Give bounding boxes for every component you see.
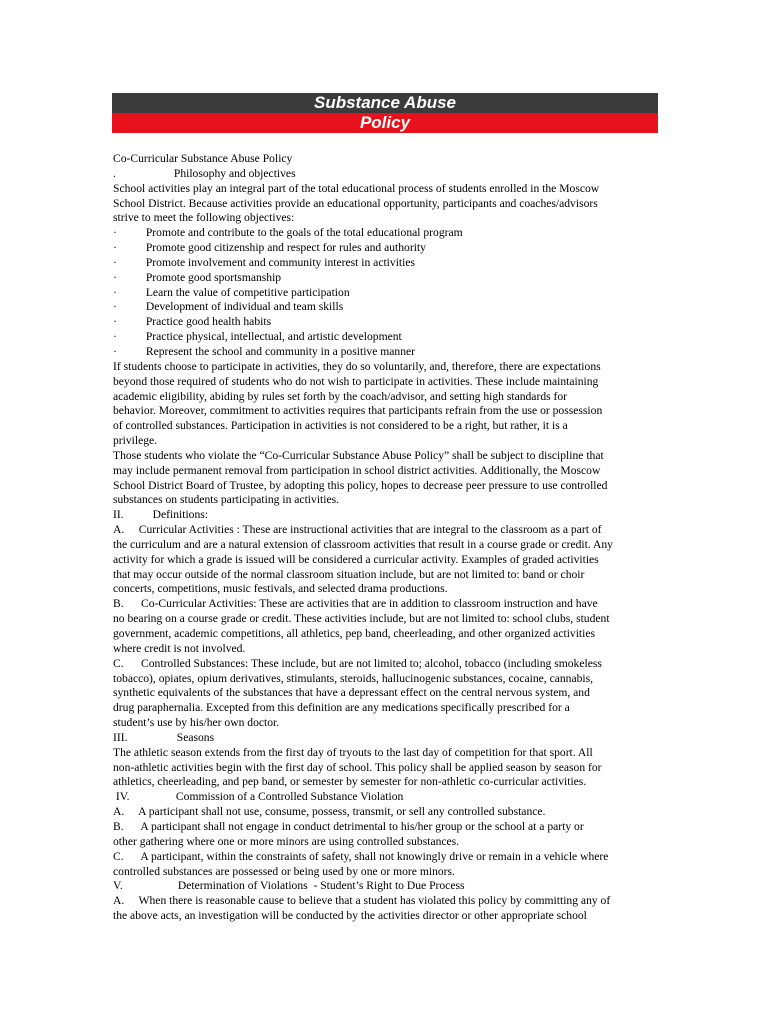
- title-line-2: Policy: [359, 113, 411, 132]
- text-line: Those students who violate the “Co-Curricular Substance Abuse Policy” shall be subject to discipline that: [113, 448, 604, 462]
- text-line: non-athletic activities begin with the first day of school. This policy shall be applied season by season for: [113, 760, 602, 774]
- text-line: · Practice good health habits: [113, 315, 272, 329]
- text-line: C. A participant, within the constraints of safety, shall not knowingly drive or remain in a vehicle where: [113, 849, 609, 863]
- text-line: C. Controlled Substances: These include, but are not limited to; alcohol, tobacco (including smokeless: [113, 656, 602, 670]
- text-line: III. Seasons: [113, 730, 215, 744]
- text-line: · Promote and contribute to the goals of the total educational program: [113, 226, 463, 240]
- text-line: controlled substances are possessed or being used by one or more minors.: [113, 864, 455, 878]
- text-line: II. Definitions:: [113, 508, 208, 522]
- text-line: IV. Commission of a Controlled Substance Violation: [113, 790, 404, 804]
- text-line: A. When there is reasonable cause to believe that a student has violated this policy by committing any of: [113, 894, 611, 908]
- text-line: behavior. Moreover, commitment to activities requires that participants refrain from the use or possession: [113, 404, 603, 418]
- text-line: If students choose to participate in activities, they do so voluntarily, and, therefore, there are expectations: [113, 359, 601, 373]
- text-line: drug paraphernalia. Excepted from this definition are any medications specifically prescribed for a: [113, 701, 570, 715]
- text-line: substances on students participating in activities.: [113, 493, 340, 507]
- text-line: B. A participant shall not engage in conduct detrimental to his/her group or the school at a party or: [113, 819, 584, 833]
- text-line: other gathering where one or more minors are using controlled substances.: [113, 834, 460, 848]
- text-line: synthetic equivalents of the substances that have a depressant effect on the central nervous system, and: [113, 686, 590, 700]
- text-line: School activities play an integral part of the total educational process of students enrolled in the Moscow: [113, 181, 600, 195]
- text-line: the above acts, an investigation will be conducted by the activities director or other appropriate school: [113, 909, 587, 923]
- title-banner-top: [112, 93, 658, 113]
- text-line: may include permanent removal from participation in school district activities. Additionally, the Moscow: [113, 463, 601, 477]
- title-banner-bottom: [112, 113, 658, 133]
- text-line: activity for which a grade is issued will be considered a curricular activity. Examples of graded activities: [113, 552, 599, 566]
- text-line: academic eligibility, abiding by rules set forth by the coach/advisor, and setting high standards for: [113, 389, 568, 403]
- text-line: · Learn the value of competitive participation: [113, 285, 350, 299]
- text-line: of controlled substances. Participation in activities is not considered to be a right, but rather, it is a: [113, 419, 568, 433]
- text-line: · Represent the school and community in a positive manner: [113, 344, 416, 358]
- text-line: government, academic competitions, all athletics, pep band, cheerleading, and other organized activities: [113, 627, 596, 640]
- text-line: student’s use by his/her own doctor.: [113, 716, 280, 730]
- text-line: strive to meet the following objectives:: [113, 211, 295, 225]
- text-line: · Promote involvement and community interest in activities: [113, 255, 416, 269]
- text-line: no bearing on a course grade or credit. These activities include, but are not limited to: school clubs, student: [113, 612, 610, 626]
- text-line: School District Board of Trustee, by adopting this policy, hopes to decrease peer pressure to use controlled: [113, 478, 608, 492]
- text-line: · Promote good sportsmanship: [113, 270, 282, 284]
- text-line: tobacco), opiates, opium derivatives, stimulants, steroids, hallucinogenic substances, cocaine, cannabis,: [113, 671, 594, 685]
- text-line: the curriculum and are a natural extension of classroom activities that result in a course grade or credit. Any: [113, 537, 613, 551]
- text-line: privilege.: [113, 434, 158, 448]
- policy-body: [113, 152, 661, 924]
- text-line: · Promote good citizenship and respect for rules and authority: [113, 241, 426, 255]
- text-line: concerts, competitions, music festivals, and selected drama productions.: [113, 582, 448, 596]
- text-line: Co-Curricular Substance Abuse Policy: [113, 152, 293, 165]
- text-line: · Development of individual and team skills: [113, 300, 344, 314]
- text-line: that may occur outside of the normal classroom situation include, but are not limited to: band or choir: [113, 567, 585, 581]
- title-line-1: Substance Abuse: [313, 93, 457, 112]
- text-line: athletics, cheerleading, and pep band, or semester by semester for non-athletic co-curricular activities.: [113, 775, 587, 789]
- text-line: where credit is not involved.: [113, 641, 246, 655]
- text-line: beyond those required of students who do not wish to participate in activities. These include maintaining: [113, 374, 599, 388]
- text-line: A. Curricular Activities : These are instructional activities that are integral to the classroom as a part of: [113, 523, 602, 537]
- text-line: . Philosophy and objectives: [113, 166, 296, 180]
- text-line: B. Co-Curricular Activities: These are activities that are in addition to classroom instruction and have: [113, 597, 598, 611]
- text-line: A. A participant shall not use, consume, possess, transmit, or sell any controlled substance.: [113, 805, 546, 819]
- text-line: · Practice physical, intellectual, and artistic development: [113, 330, 402, 344]
- text-line: The athletic season extends from the first day of tryouts to the last day of competition for that sport. All: [113, 745, 593, 759]
- text-line: V. Determination of Violations - Student’s Right to Due Process: [113, 879, 465, 893]
- text-line: School District. Because activities provide an educational opportunity, participants and coaches/advisors: [113, 196, 598, 210]
